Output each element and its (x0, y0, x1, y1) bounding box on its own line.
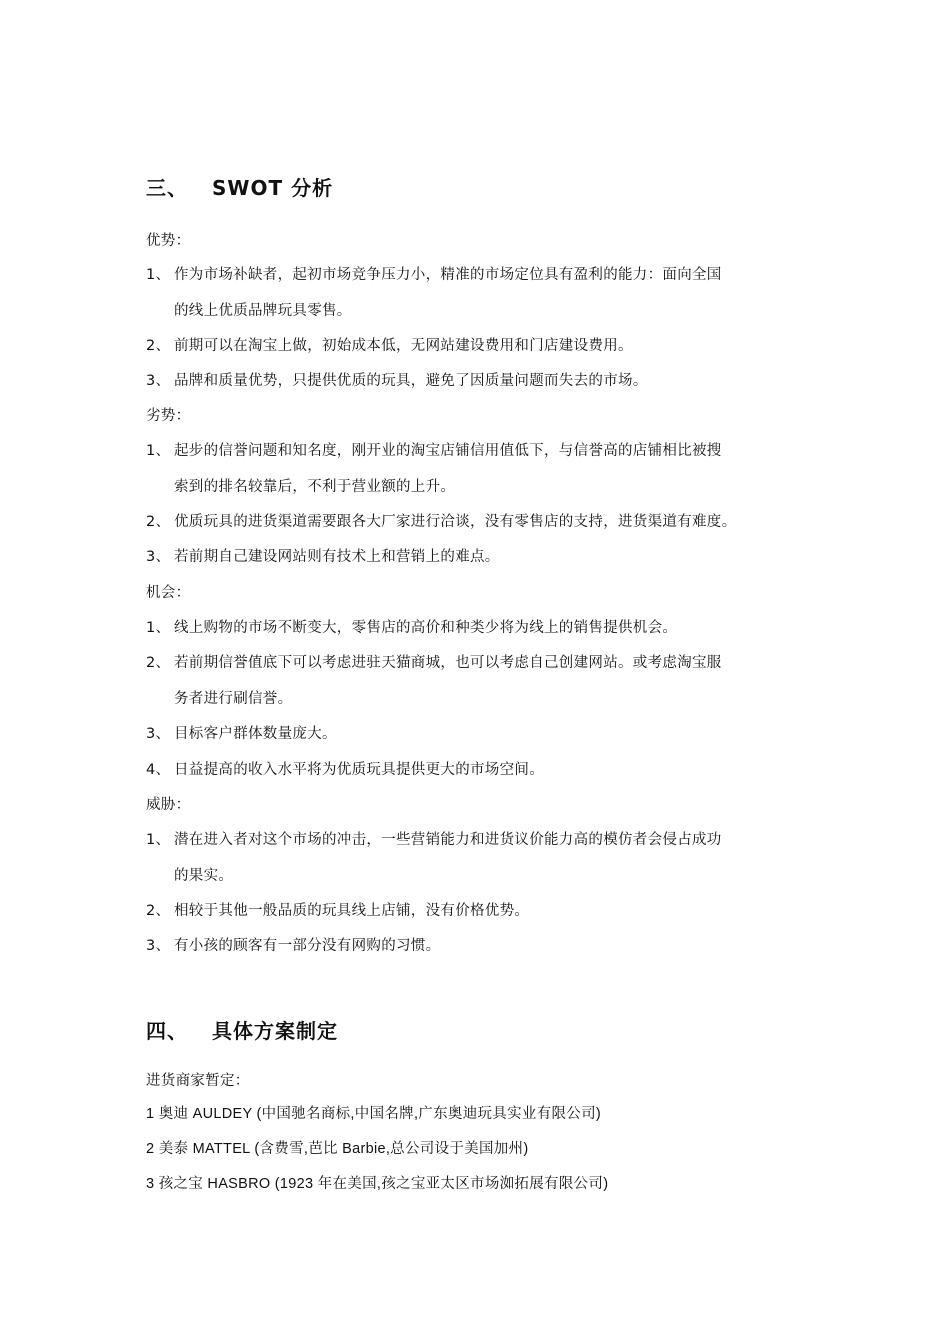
list-index: 2、 (146, 903, 171, 919)
list-index: 3、 (146, 549, 171, 565)
list-text: 优质玩具的进货渠道需要跟各大厂家进行洽谈，没有零售店的支持，进货渠道有难度。 (174, 514, 737, 530)
opportunity-item-2-cont: 务者进行刷信誉。 (174, 691, 293, 707)
list-index: 2、 (146, 514, 171, 530)
opportunity-item-2 (146, 651, 722, 672)
list-text: 相较于其他一般品质的玩具线上店铺，没有价格优势。 (174, 903, 530, 919)
list-index: 4、 (146, 762, 171, 778)
list-index: 1、 (146, 443, 171, 459)
threat-item-2 (146, 899, 529, 920)
opportunity-item-4 (146, 758, 544, 779)
list-index: 1、 (146, 267, 171, 283)
list-index: 3、 (146, 726, 171, 742)
threat-item-3 (146, 934, 440, 955)
weakness-item-1 (146, 439, 722, 460)
list-text: 若前期自己建设网站则有技术上和营销上的难点。 (174, 549, 500, 565)
strength-item-1 (146, 263, 722, 284)
section-title: SWOT 分析 (212, 176, 334, 200)
list-text: 前期可以在淘宝上做，初始成本低，无网站建设费用和门店建设费用。 (174, 338, 633, 354)
list-text: 潜在进入者对这个市场的冲击，一些营销能力和进货议价能力高的模仿者会侵占成功 (174, 832, 722, 848)
list-index: 3、 (146, 938, 171, 954)
weaknesses-label: 劣势： (146, 408, 191, 424)
opportunity-item-3 (146, 722, 337, 743)
strength-item-1-cont: 的线上优质品牌玩具零售。 (174, 303, 352, 319)
weakness-item-3 (146, 545, 500, 566)
list-index: 2、 (146, 338, 171, 354)
list-index: 2、 (146, 655, 171, 671)
strength-item-3 (146, 369, 648, 390)
list-text: 若前期信誉值底下可以考虑进驻天猫商城，也可以考虑自己创建网站。或考虑淘宝服 (174, 655, 722, 671)
list-text: 品牌和质量优势，只提供优质的玩具，避免了因质量问题而失去的市场。 (174, 373, 648, 389)
weakness-item-1-cont: 索到的排名较靠后，不利于营业额的上升。 (174, 479, 456, 495)
weakness-item-2 (146, 510, 736, 531)
strengths-label: 优势： (146, 233, 191, 249)
list-index: 1、 (146, 620, 171, 636)
threat-item-1 (146, 828, 722, 849)
section-title: 具体方案制定 (212, 1019, 338, 1043)
vendors-label: 进货商家暂定： (146, 1073, 250, 1089)
vendor-item-1: 1 奥迪 AULDEY (中国驰名商标,中国名牌,广东奥迪玩具实业有限公司) (146, 1106, 602, 1122)
list-text: 作为市场补缺者，起初市场竞争压力小，精准的市场定位具有盈利的能力：面向全国 (174, 267, 722, 283)
list-index: 3、 (146, 373, 171, 389)
threat-item-1-cont: 的果实。 (174, 868, 234, 884)
threats-label: 威胁： (146, 797, 191, 813)
list-text: 目标客户群体数量庞大。 (174, 726, 337, 742)
opportunities-label: 机会： (146, 585, 191, 601)
section-heading-swot (146, 172, 333, 201)
vendor-item-3: 3 孩之宝 HASBRO (1923 年在美国,孩之宝亚太区市场洳拓展有限公司) (146, 1176, 609, 1192)
opportunity-item-1 (146, 616, 677, 637)
list-text: 线上购物的市场不断变大，零售店的高价和种类少将为线上的销售提供机会。 (174, 620, 678, 636)
strength-item-2 (146, 334, 633, 355)
section-number: 三、 (146, 176, 188, 200)
list-index: 1、 (146, 832, 171, 848)
vendor-item-2: 2 美泰 MATTEL (含费雪,芭比 Barbie,总公司设于美国加州) (146, 1141, 529, 1157)
list-text: 有小孩的顾客有一部分没有网购的习惯。 (174, 938, 441, 954)
list-text: 日益提高的收入水平将为优质玩具提供更大的市场空间。 (174, 762, 544, 778)
section-number: 四、 (146, 1019, 188, 1043)
section-heading-plan (146, 1015, 338, 1044)
list-text: 起步的信誉问题和知名度，刚开业的淘宝店铺信用值低下，与信誉高的店铺相比被搜 (174, 443, 722, 459)
